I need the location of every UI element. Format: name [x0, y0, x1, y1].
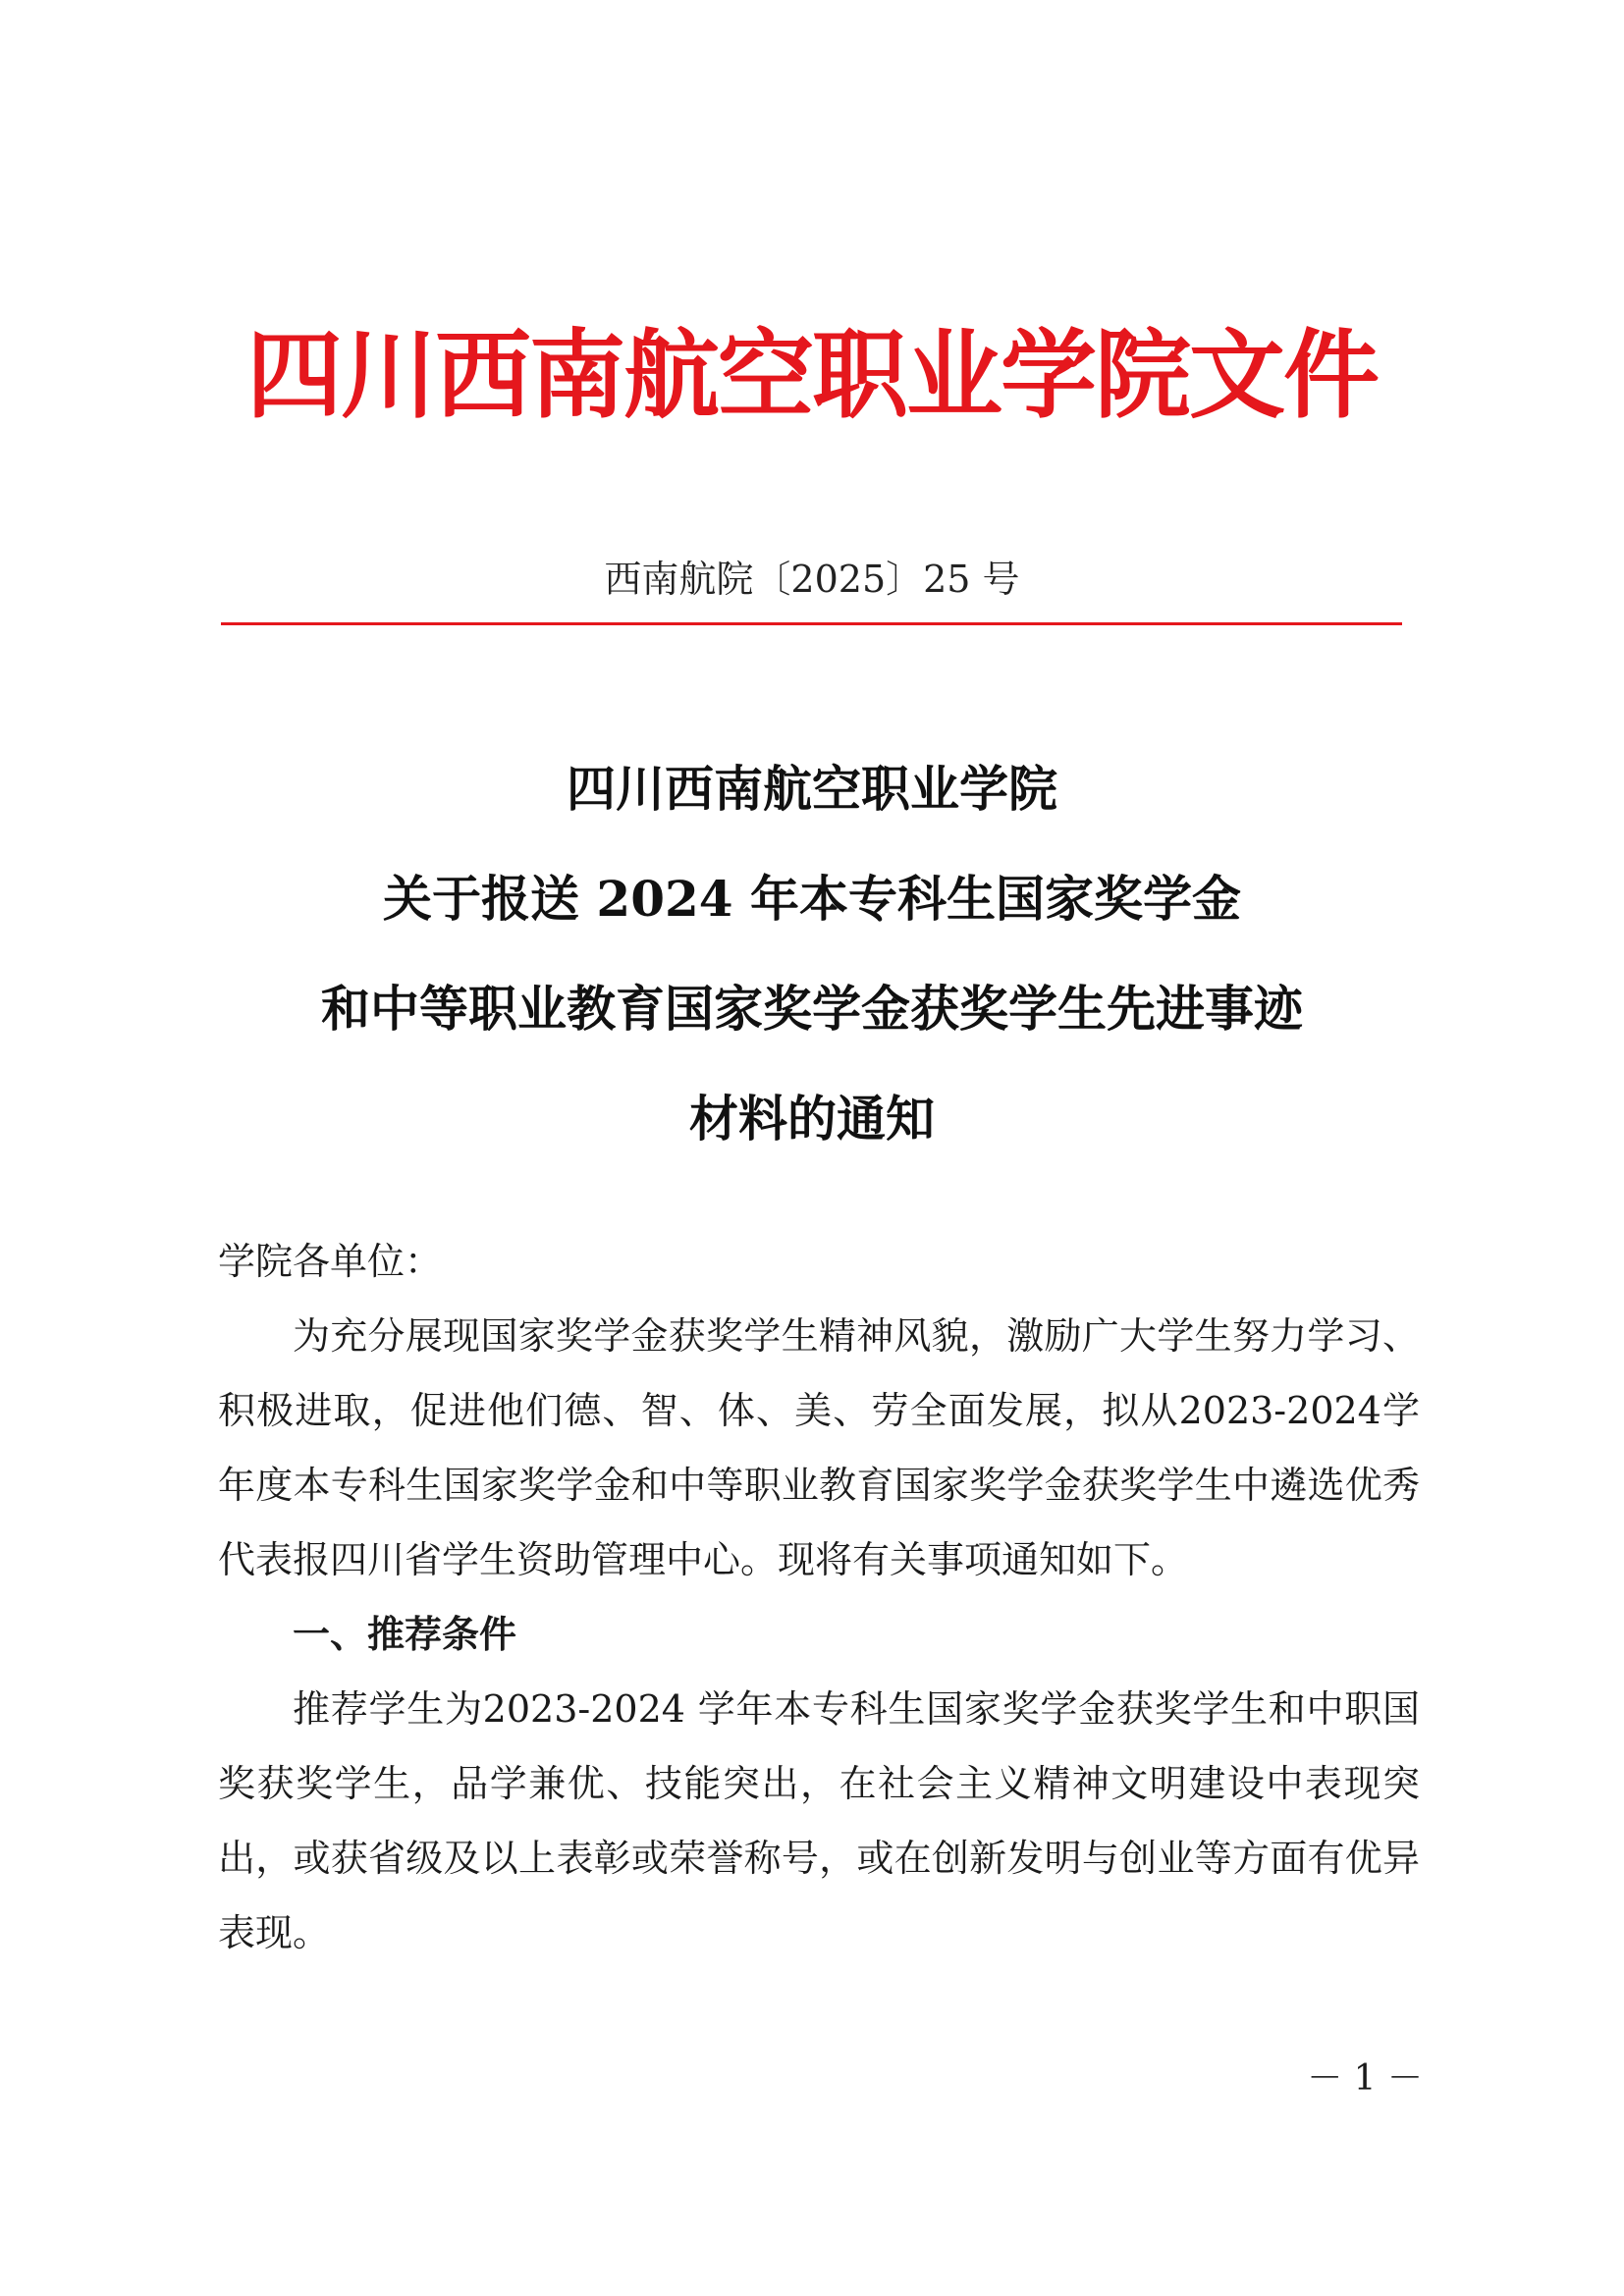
- notice-body: [218, 1224, 1420, 1970]
- red-divider-line: [221, 622, 1402, 625]
- title-line-3: 和中等职业教育国家奖学金获奖学生先进事迹: [321, 980, 1303, 1038]
- criteria-paragraph: 推荐学生为2023-2024 学年本专科生国家奖学金获奖学生和中职国奖获奖学生，品学兼优、技能突出，在社会主义精神文明建设中表现突出，或获省级及以上表彰或荣誉称号，或在创新发明与创业等方面有优异表现。: [218, 1687, 1420, 1954]
- title-line-2: 关于报送 2024 年本专科生国家奖学金: [383, 870, 1241, 928]
- page-number: － 1 －: [1307, 2058, 1423, 2099]
- document-number: 西南航院〔2025〕25 号: [604, 558, 1020, 601]
- intro-paragraph: 为充分展现国家奖学金获奖学生精神风貌，激励广大学生努力学习、积极进取，促进他们德、智、体、美、劳全面发展，拟从2023-2024学年度本专科生国家奖学金和中等职业教育国家奖学金获奖学生中遴选优秀代表报四川省学生资助管理中心。现将有关事项通知如下。: [218, 1314, 1420, 1581]
- notice-title: [0, 734, 1624, 1174]
- masthead-title: 四川西南航空职业学院文件: [245, 320, 1378, 432]
- salutation: 学院各单位：: [218, 1240, 443, 1283]
- title-line-4: 材料的通知: [689, 1090, 935, 1148]
- section-heading-recommendation-criteria: 一、推荐条件: [293, 1613, 517, 1656]
- title-line-1: 四川西南航空职业学院: [567, 760, 1057, 818]
